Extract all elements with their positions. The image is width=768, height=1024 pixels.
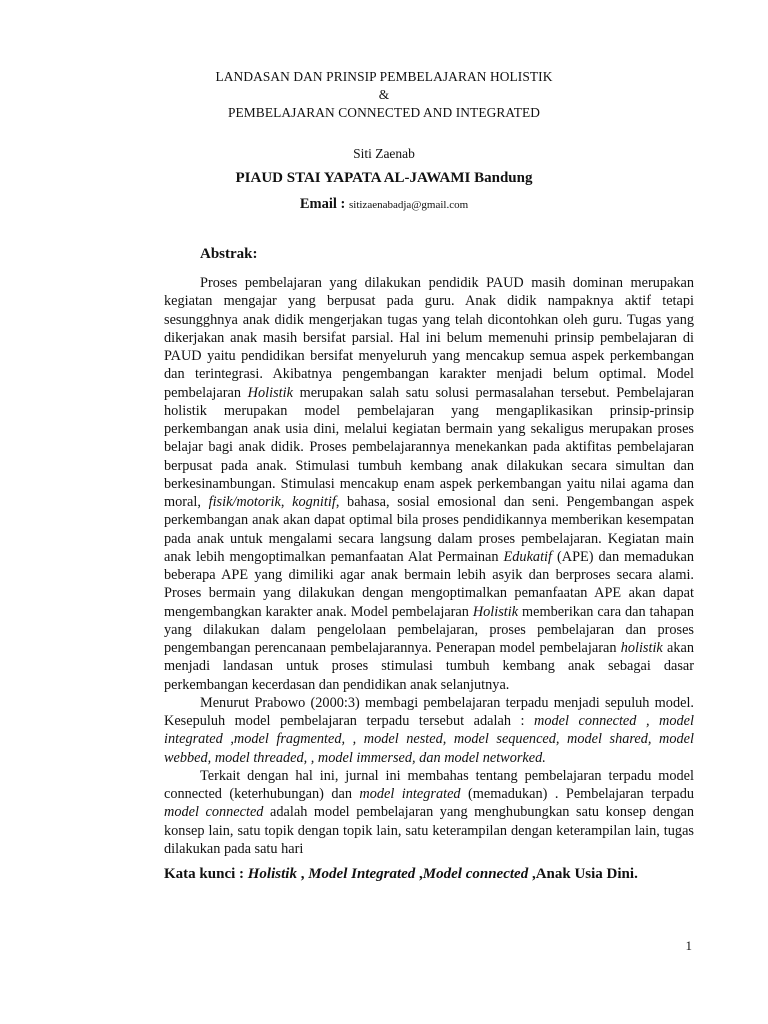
text-run: Menurut Prabowo (2000:3) membagi pembelajaran terpadu menjadi sepuluh model. Kesepuluh model pembelajaran terpadu tersebut adalah : <box>164 694 694 729</box>
paper-title <box>0 68 768 122</box>
italic-text-run: holistik <box>620 640 663 656</box>
email-label: Email : <box>299 196 349 212</box>
italic-text-run: Holistik <box>247 384 293 401</box>
text-run: memberikan cara dan tahapan yang dilakukan dalam pengelolaan pembelajaran, proses pembelajaran dan proses pengembangan perencanaan pembelajarannya. Penerapan model pembelajaran <box>164 603 694 656</box>
page-number: 1 <box>685 938 692 953</box>
text-run: akan menjadi landasan untuk proses stimulasi tumbuh kembang anak sebagai dasar perkembangan kecerdasan dan pendidikan anak selanjutnya. <box>164 640 694 693</box>
title-line-1: LANDASAN DAN PRINSIP PEMBELAJARAN HOLISTIK <box>215 69 553 84</box>
author-name: Siti Zaenab <box>353 146 415 161</box>
title-line-2: PEMBELAJARAN CONNECTED AND INTEGRATED <box>227 105 541 120</box>
italic-text-run: Holistik <box>247 866 297 882</box>
text-run: Terkait dengan hal ini, jurnal ini membahas tentang pembelajaran terpadu model connected (keterhubungan) dan <box>164 767 694 802</box>
abstract-body <box>164 274 694 858</box>
author-email-line <box>0 196 768 213</box>
text-run: merupakan salah satu solusi permasalahan tersebut. Pembelajaran holistik merupakan model pembelajaran yang mengaplikasikan prinsip-prinsip perkembangan anak usia dini, melalui kegiatan bermain yang sekaligus merupakan proses belajar bagi anak didik. Proses pembelajarannya menekankan pada aktifitas pembelajaran berpusat pada anak. Stimulasi tumbuh kembang anak dilakukan secara simultan dan berkesinambungan. Stimulasi mencakup enam aspek perkembangan yaitu nilai agama dan moral, <box>164 384 695 510</box>
italic-text-run: Model Integrated <box>308 866 416 882</box>
text-run: , <box>296 866 309 882</box>
text-run: , bahasa, sosial emosional dan seni. Pengembangan aspek perkembangan anak akan dapat optimal bila proses pendidikannya memberikan kesempatan pada anak untuk mengalami secara langsung dalam proses pembelajaran. Kegiatan main anak lebih mengoptimalkan pemanfaatan Alat Permainan <box>164 494 694 565</box>
text-run: adalah model pembelajaran yang menghubungkan satu konsep dengan konsep lain, satu topik dengan topik lain, satu keterampilan dengan keterampilan lain, tugas dilakukan pada satu hari <box>164 804 694 857</box>
italic-text-run: Model connected <box>422 866 529 882</box>
italic-text-run: fisik/motorik <box>208 494 281 510</box>
keywords-line <box>164 866 704 883</box>
text-run: Kata kunci : <box>164 866 248 882</box>
title-ampersand: & <box>378 87 390 102</box>
abstract-heading: Abstrak: <box>200 246 258 262</box>
text-run: , <box>415 866 423 882</box>
italic-text-run: model connected , model integrated ,model fragmented, , model nested, model sequenced, model shared, model webbed, model threaded, , model immersed, dan model networked. <box>164 713 694 766</box>
text-run: Proses pembelajaran yang dilakukan pendidik PAUD masih dominan merupakan kegiatan mengajar yang berpusat pada guru. Anak didik nampaknya aktif tetapi sesungghnya anak didik mengerjakan tugas yang telah dicontohkan oleh guru. Tugas yang dikerjakan anak masih bersifat parsial. Hal ini belum memenuhi prinsip pembelajaran di PAUD yaitu pendidikan bersifat menyeluruh yang mencakup semua aspek perkembangan dan terintegrasi. Akibatnya pengembangan karakter menjadi belum optimal. Model pembelajaran <box>164 275 694 401</box>
abstract-paragraph-2 <box>164 694 694 767</box>
author-affiliation: PIAUD STAI YAPATA AL-JAWAMI Bandung <box>235 170 533 186</box>
italic-text-run: Edukatif <box>503 548 552 565</box>
abstract-paragraph-1 <box>164 274 694 694</box>
text-run: (APE) dan memadukan beberapa APE yang dimiliki agar anak bermain lebih asyik dan berproses secara alami. Proses bermain yang dilakukan dengan mengoptimalkan pemanfaatan APE akan dapat mengembangkan karakter anak. Model pembelajaran <box>164 548 694 620</box>
email-address: sitizaenabadja@gmail.com <box>348 199 469 211</box>
abstract-paragraph-3 <box>164 767 694 858</box>
italic-text-run: model connected <box>164 804 264 821</box>
italic-text-run: kognitif <box>292 494 336 510</box>
text-run: ,Anak Usia Dini. <box>528 866 638 882</box>
text-run: , <box>280 494 293 510</box>
italic-text-run: model integrated <box>359 786 461 802</box>
italic-text-run: Holistik <box>472 603 519 620</box>
text-run: (memadukan) . Pembelajaran terpadu <box>460 786 695 802</box>
